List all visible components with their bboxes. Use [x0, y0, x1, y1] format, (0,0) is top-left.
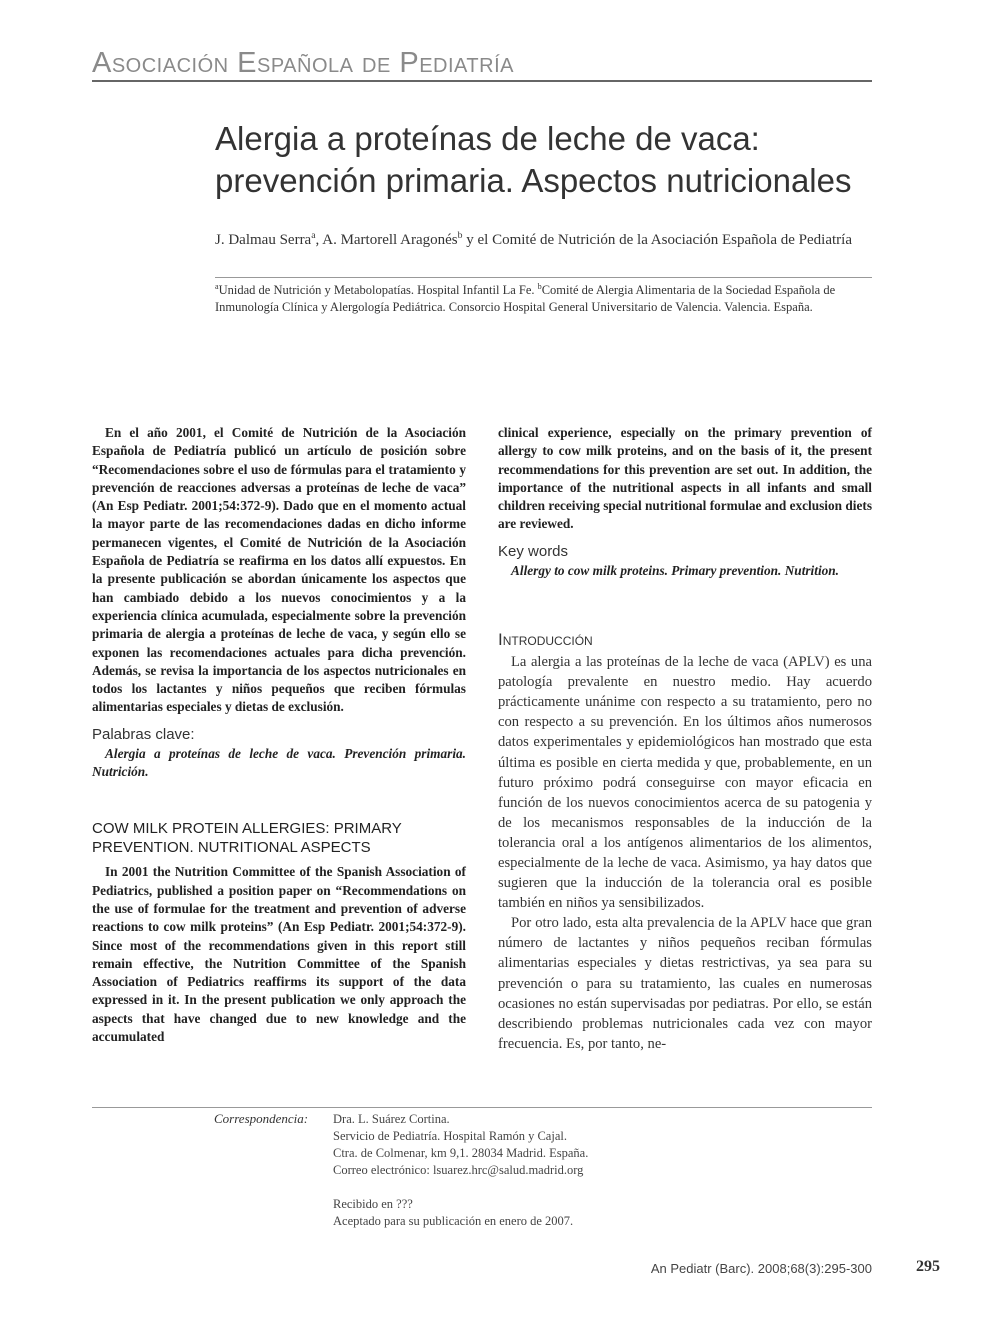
article-title: [215, 118, 895, 202]
keywords-heading-spanish: Palabras clave:: [92, 725, 195, 743]
accepted-date: Aceptado para su publicación en enero de 2007.: [333, 1214, 574, 1228]
keywords-spanish: Alergia a proteínas de leche de vaca. Prevención primaria. Nutrición.: [92, 745, 466, 780]
affiliation-text: Comité de Alergia Alimentaria de la Sociedad Española de Inmunología Clínica y Alergología Pediátrica. Consorcio Hospital General Universitario de Valencia. Valencia. España.: [215, 283, 836, 314]
keywords-english: Allergy to cow milk proteins. Primary prevention. Nutrition.: [511, 562, 840, 578]
correspondence-label: Correspondencia:: [214, 1111, 309, 1126]
left-column: [92, 424, 466, 1046]
affiliation-text: Unidad de Nutrición y Metabolopatías. Hospital Infantil La Fe.: [218, 283, 538, 297]
abstract-english-part1: In 2001 the Nutrition Committee of the Spanish Association of Pediatrics, published a position paper on “Recommendations on the use of formulae for the treatment and prevention of adverse reactions to cow milk proteins” (An Esp Pediatr. 2001;54:372-9). Since most of the recommendations given in this report still remain effective, the Nutrition Committee of the Spanish Association of Pediatrics reaffirms its support of the data expressed in it. In the present publication we only approach the aspects that have changed due to new knowledge and the accumulated: [92, 864, 466, 1045]
abstract-spanish: En el año 2001, el Comité de Nutrición de la Asociación Española de Pediatría publicó un artículo de posición sobre “Recomendaciones sobre el uso de fórmulas para el tratamiento y prevención de reacciones adversas a proteínas de leche de vaca” (An Esp Pediatr. 2001;54:372-9). Dado que en el momento actual la mayor parte de las recomendaciones dadas en dicho informe permanecen vigentes, el Comité de Nutrición de la Asociación Española de Pediatría se reafirma en los datos allí expuestos. En la presente publicación se abordan únicamente los aspectos que han cambiado debido a los nuevos conocimientos y a la experiencia clínica acumulada, especialmente sobre la prevención primaria de alergia a proteínas de leche de vaca, y según ello se exponen las recomendaciones actuales para dicha prevención. Además, se revisa la importancia de los aspectos nutricionales en todos los lactantes y niños pequeños que reciben fórmulas alimentarias especiales y dietas de exclusión.: [92, 425, 466, 715]
affiliation-mark: a: [215, 281, 219, 291]
page-number: 295: [916, 1258, 940, 1275]
correspondence-rule: [92, 1107, 872, 1108]
author-separator: ,: [315, 232, 323, 248]
correspondence-email: Correo electrónico: lsuarez.hrc@salud.madrid.org: [333, 1163, 584, 1177]
affiliation-mark: b: [537, 281, 542, 291]
abstract-english-part2: clinical experience, especially on the primary prevention of allergy to cow milk proteins, and on the basis of it, the present recommendations for this prevention are set out. In addition, the importance of the nutritional aspects in all infants and small children receiving special nutritional formulae and exclusion diets are reviewed.: [498, 425, 872, 532]
introduction-paragraph-1: La alergia a las proteínas de la leche de vaca (APLV) es una patología prevalente en nuestro medio. Hay acuerdo prácticamente unánime con respecto a su tratamiento, pero no con respecto a su prevención. En los últimos años numerosos datos experimentales y epidemiológicos han mostrado que esta última es posible en cierta medida y que, probablemente, en un futuro próximo podrá conseguirse con mayor eficacia en función de los nuevos conocimientos acerca de su patogenia y de los mecanismos responsables de la inducción de la tolerancia oral a los antígenos alimentarios de los alimentos, especialmente de la leche de vaca. Asimismo, ya hay datos que sugieren que la inducción de la tolerancia oral es posible también en niños ya sensibilizados.: [498, 654, 872, 912]
english-title: COW MILK PROTEIN ALLERGIES: PRIMARY PREVENTION. NUTRITIONAL ASPECTS: [92, 820, 402, 857]
correspondence-address: Ctra. de Colmenar, km 9,1. 28034 Madrid. España.: [333, 1146, 589, 1160]
title-line-2: prevención primaria. Aspectos nutricionales: [215, 162, 852, 199]
correspondence-name: Dra. L. Suárez Cortina.: [333, 1112, 450, 1126]
keywords-heading-english: Key words: [498, 542, 569, 560]
right-column: [498, 424, 872, 1054]
author-list: [215, 230, 855, 251]
authors-rule: [215, 277, 872, 278]
header-rule: [92, 80, 872, 82]
journal-citation: An Pediatr (Barc). 2008;68(3):295-300: [650, 1261, 872, 1276]
title-line-1: Alergia a proteínas de leche de vaca:: [215, 120, 760, 157]
correspondence-department: Servicio de Pediatría. Hospital Ramón y Cajal.: [333, 1129, 567, 1143]
author-name: A. Martorell Aragonés: [322, 232, 458, 248]
introduction-paragraph-2: Por otro lado, esta alta prevalencia de la APLV hace que gran número de lactantes y niños pequeños reciban fórmulas alimentarias especiales y dietas restrictivas, ya sea para su prevención o para su tratamiento, las cuales en numerosas ocasiones no están supervisadas por pediatras. Por ello, se están describiendo problemas nutricionales cada vez con mayor frecuencia. Es, por tanto, ne-: [498, 915, 872, 1052]
affiliations: [215, 282, 865, 316]
author-name: J. Dalmau Serra: [215, 232, 312, 248]
received-date: Recibido en ???: [333, 1197, 413, 1211]
author-affiliation-mark: b: [457, 230, 463, 241]
correspondence-block: [333, 1111, 853, 1230]
section-heading-introduction: Introducción: [498, 630, 593, 650]
author-committee: y el Comité de Nutrición de la Asociación Española de Pediatría: [462, 232, 852, 248]
journal-header: Asociación Española de Pediatría: [92, 47, 514, 79]
spacer: [333, 1179, 853, 1196]
author-affiliation-mark: a: [311, 230, 316, 241]
